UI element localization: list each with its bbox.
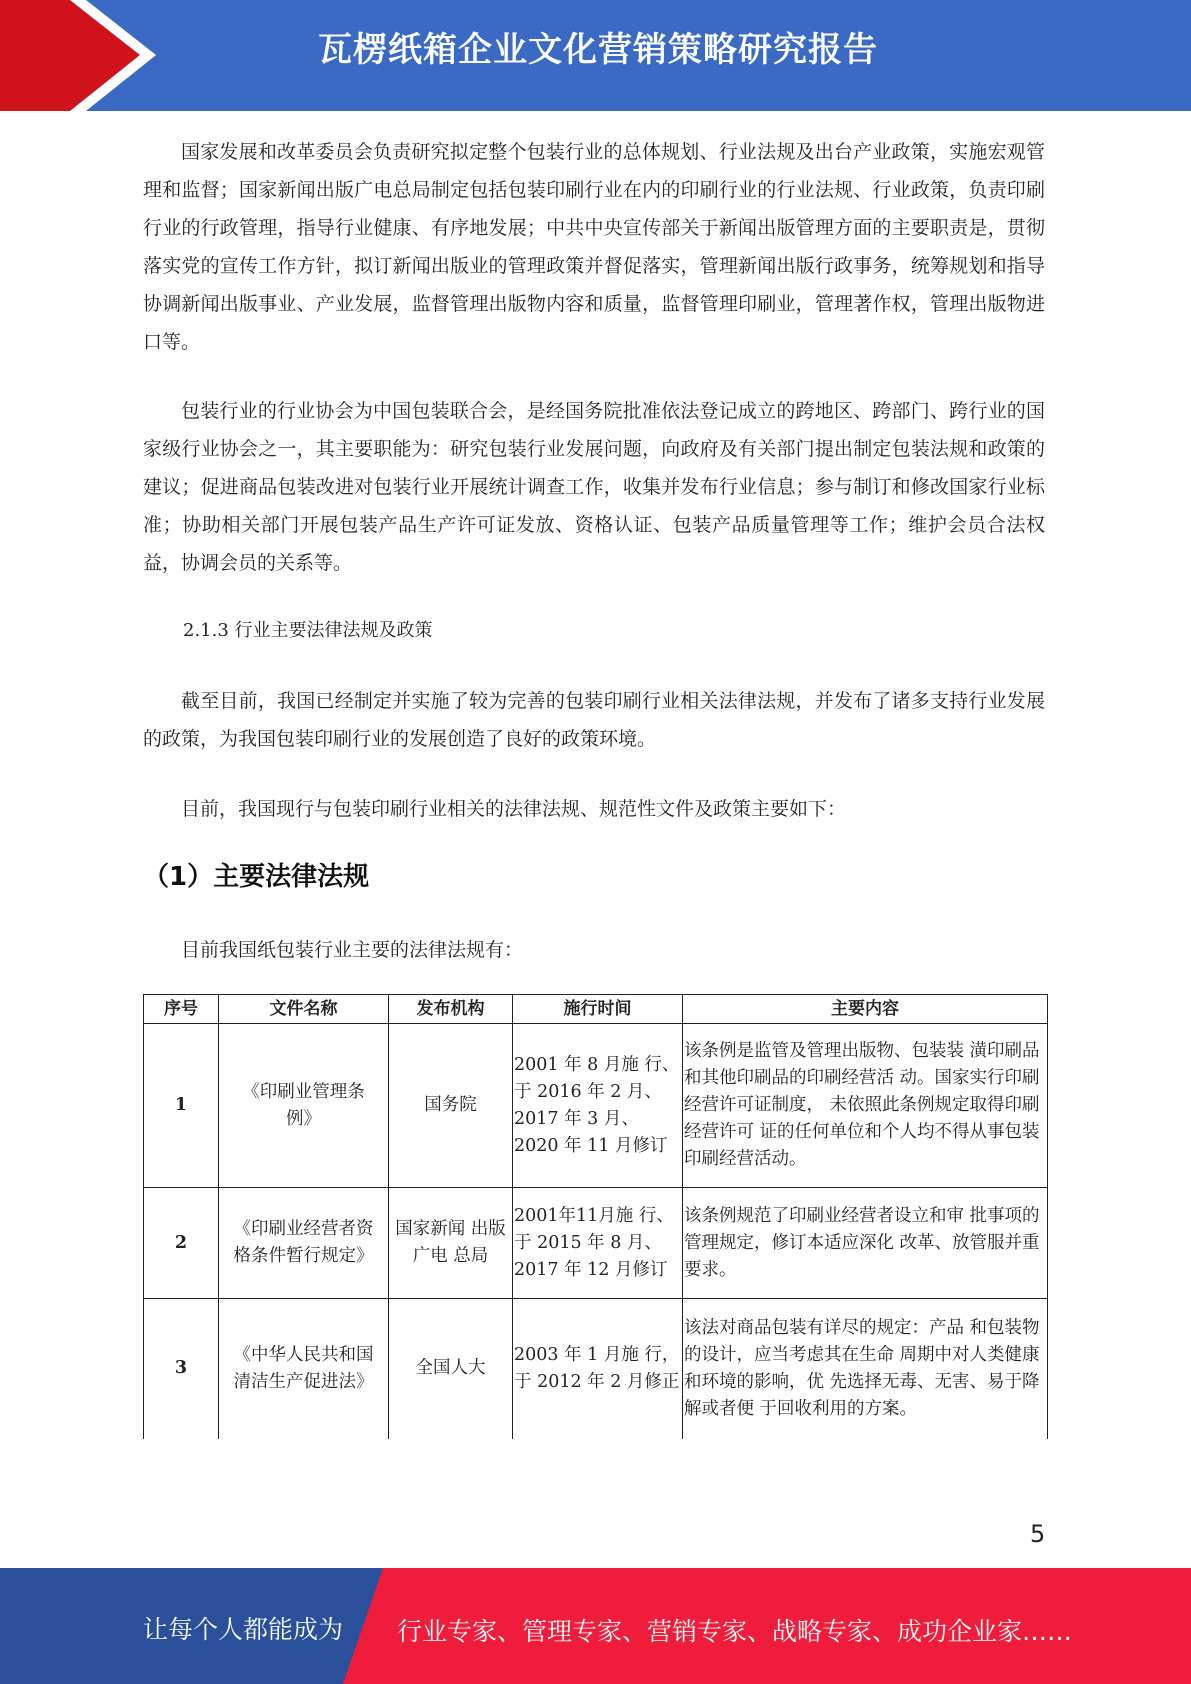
subsection-heading: 2.1.3 行业主要法律法规及政策	[183, 620, 433, 641]
paragraph-regulators: 国家发展和改革委员会负责研究拟定整个包装行业的总体规划、行业法规及出台产业政策，实施宏观管理和监督；国家新闻出版广电总局制定包括包装印刷行业在内的印刷行业的行业法规、行业政策，负责印刷行业的行政管理，指导行业健康、有序地发展；中共中央宣传部关于新闻出版管理方面的主要职责是，贯彻落实党的宣传工作方针，拟订新闻出版业的管理政策并督促落实，管理新闻出版行政事务，统筹规划和指导协调新闻出版事业、产业发展，监督管理出版物内容和质量，监督管理印刷业，管理著作权，管理出版物进口等。	[143, 141, 1045, 353]
cell-number: 1	[144, 1024, 219, 1188]
cell-effective-date: 2003 年 1 月施 行，于 2012 年 2 月修正	[513, 1299, 683, 1439]
paragraph-policy-environment: 截至目前，我国已经制定并实施了较为完善的包装印刷行业相关法律法规，并发布了诸多支持行业发展的政策，为我国包装印刷行业的发展创造了良好的政策环境。	[143, 690, 1045, 750]
table-row	[144, 1299, 1048, 1439]
cell-issuer: 国家新闻 出版广电 总局	[389, 1188, 513, 1299]
cell-effective-date: 2001 年 8 月施 行、于 2016 年 2 月、2017 年 3 月、2020 年 11 月修订	[513, 1024, 683, 1188]
report-title: 瓦楞纸箱企业文化营销策略研究报告	[318, 30, 878, 70]
table-header-row	[144, 995, 1048, 1024]
page-footer	[0, 1568, 1191, 1684]
cell-main-content: 该法对商品包装有详尽的规定：产品 和包装物的设计，应当考虑其在生命 周期中对人类健康和环境的影响，优 先选择无毒、无害、易于降解或者便 于回收利用的方案。	[683, 1299, 1048, 1439]
header-cell-issuer: 发布机构	[389, 995, 513, 1024]
cell-document-name: 《印刷业经营者资格条件暂行规定》	[219, 1188, 389, 1299]
cell-issuer: 国务院	[389, 1024, 513, 1188]
page-number: 5	[1030, 1520, 1046, 1548]
section-title-main-laws: （1）主要法律法规	[143, 862, 370, 892]
cell-document-name: 《中华人民共和国清洁生产促进法》	[219, 1299, 389, 1439]
paragraph-industry-association: 包装行业的行业协会为中国包装联合会，是经国务院批准依法登记成立的跨地区、跨部门、跨行业的国家级行业协会之一，其主要职能为：研究包装行业发展问题，向政府及有关部门提出制定包装法规和政策的建议；促进商品包装改进对包装行业开展统计调查工作，收集并发布行业信息；参与制订和修改国家行业标准；协助相关部门开展包装产品生产许可证发放、资格认证、包装产品质量管理等工作；维护会员合法权益，协调会员的关系等。	[143, 400, 1045, 574]
table-row	[144, 1024, 1048, 1188]
header-cell-main-content: 主要内容	[683, 995, 1048, 1024]
page-header	[0, 0, 1191, 111]
footer-slogan-right: 行业专家、管理专家、营销专家、战略专家、成功企业家……	[397, 1617, 1073, 1646]
cell-number: 2	[144, 1188, 219, 1299]
table-row	[144, 1188, 1048, 1299]
header-cell-document-name: 文件名称	[219, 995, 389, 1024]
cell-number: 3	[144, 1299, 219, 1439]
cell-main-content: 该条例规范了印刷业经营者设立和审 批事项的管理规定，修订本适应深化 改革、放管服并重要求。	[683, 1188, 1048, 1299]
laws-table	[143, 994, 1048, 1439]
cell-issuer: 全国人大	[389, 1299, 513, 1439]
header-cell-number: 序号	[144, 995, 219, 1024]
cell-effective-date: 2001年11月施 行、于 2015 年 8 月、2017 年 12 月修订	[513, 1188, 683, 1299]
cell-document-name: 《印刷业管理条例》	[219, 1024, 389, 1188]
cell-main-content: 该条例是监管及管理出版物、包装装 潢印刷品和其他印刷品的印刷经营活 动。国家实行印刷经营许可证制度， 未依照此条例规定取得印刷经营许可 证的任何单位和个人均不得从事包装 印刷经营活动。	[683, 1024, 1048, 1188]
paragraph-laws-intro: 目前，我国现行与包装印刷行业相关的法律法规、规范性文件及政策主要如下：	[181, 798, 847, 820]
footer-slogan-left: 让每个人都能成为	[143, 1615, 344, 1644]
paragraph-table-intro: 目前我国纸包装行业主要的法律法规有：	[181, 939, 524, 961]
header-red-chevron	[0, 0, 140, 111]
header-cell-effective-date: 施行时间	[513, 995, 683, 1024]
